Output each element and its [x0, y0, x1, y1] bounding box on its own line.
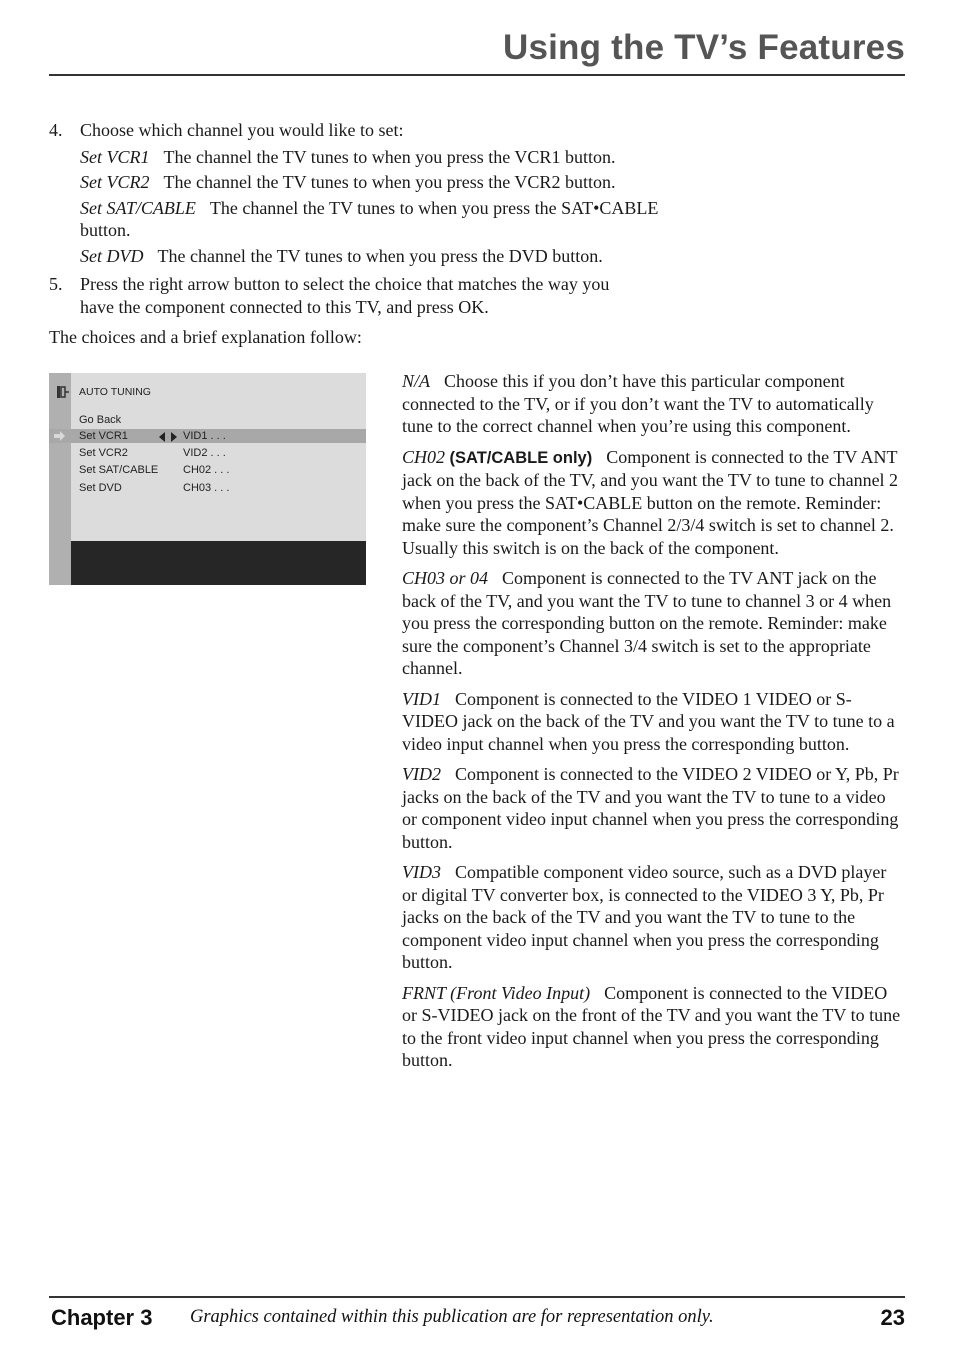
step-text-line: have the component connected to this TV, and press OK.	[80, 296, 489, 317]
menu-help-area	[71, 541, 366, 585]
step-number: 4.	[49, 120, 63, 140]
choice-term: VID2	[402, 764, 441, 784]
page-number: 23	[880, 1305, 905, 1330]
step-4	[49, 119, 749, 267]
choice-frnt	[402, 982, 904, 1072]
choice-term: N/A	[402, 371, 431, 391]
footer-rule	[49, 1296, 905, 1298]
description: The channel the TV tunes to when you press the DVD button.	[157, 245, 603, 266]
menu-row-label: Set DVD	[79, 482, 122, 494]
choice-text: Component is connected to the TV ANT jack on the back of the TV, and you want the TV to tune to channel 3 or 4 when you press the corresponding button on the remote. Reminder: make sure the component’s Channel 3/4 switch is set to the appropriate channel.	[402, 568, 892, 678]
page-title: Using the TV’s Features	[502, 28, 905, 67]
left-right-arrows-icon	[159, 432, 177, 442]
menu-row-label: Set SAT/CABLE	[79, 464, 159, 476]
input-icon	[55, 384, 69, 400]
choice-vid3	[402, 861, 904, 974]
step-text-line: Press the right arrow button to select the choice that matches the way you	[80, 274, 610, 294]
choice-text: Component is connected to the VIDEO or S-VIDEO jack on the front of the TV and you want the TV to tune to the front video input channel when you press the corresponding button.	[402, 982, 901, 1070]
pointer-arrow-icon	[54, 431, 66, 441]
menu-go-back: Go Back	[79, 414, 122, 426]
choices-list	[402, 370, 904, 1080]
description: The channel the TV tunes to when you press the VCR1 button.	[163, 146, 616, 167]
choices-intro: The choices and a brief explanation follow:	[49, 327, 362, 347]
footer-chapter: Chapter 3	[51, 1305, 153, 1330]
choice-qualifier: (SAT/CABLE only)	[449, 448, 593, 467]
description-cont: button.	[80, 220, 131, 240]
menu-title: AUTO TUNING	[79, 386, 151, 398]
menu-side-strip	[49, 373, 71, 585]
step-number: 5.	[49, 274, 63, 294]
menu-row-value: VID2 . . .	[183, 447, 226, 459]
choice-text: Choose this if you don’t have this particular component connected to the TV, or if you don’t want the TV to automatically tune to the correct channel when you’re using this component.	[402, 371, 874, 436]
choice-term: FRNT (Front Video Input)	[402, 982, 591, 1003]
setting-vcr1	[80, 146, 749, 169]
term: Set VCR1	[80, 146, 150, 167]
term: Set SAT/CABLE	[80, 197, 196, 218]
term: Set DVD	[80, 245, 144, 266]
choice-na	[402, 370, 904, 438]
step-5	[49, 273, 749, 318]
setting-vcr2	[80, 171, 749, 194]
footer-disclaimer: Graphics contained within this publication are for representation only.	[190, 1307, 714, 1327]
setting-sat-cable	[80, 197, 749, 220]
choice-term: VID1	[402, 688, 441, 709]
choice-vid1	[402, 688, 904, 756]
menu-row-value: CH03 . . .	[183, 482, 230, 494]
choice-term: CH02	[402, 446, 446, 467]
menu-row-value: VID1 . . .	[183, 430, 226, 442]
description: The channel the TV tunes to when you press the SAT•CABLE	[209, 197, 659, 218]
header-rule	[49, 74, 905, 76]
choice-ch02	[402, 446, 904, 560]
choice-ch03-04	[402, 567, 904, 680]
choice-vid2	[402, 763, 904, 853]
choice-text: Compatible component video source, such as a DVD player or digital TV converter box, is connected to the VIDEO 3 Y, Pb, Pr jacks on the back of the TV and you want the TV to tune to the component video input channel when you press the corresponding button.	[402, 862, 887, 972]
choice-text: Component is connected to the VIDEO 2 VIDEO or Y, Pb, Pr jacks on the back of the TV and you want the TV to tune to a video or component video input channel when you press the corresponding button.	[402, 764, 899, 852]
choice-term: VID3	[402, 862, 441, 882]
menu-row-label: Set VCR1	[79, 430, 128, 442]
step-text: Choose which channel you would like to set:	[80, 120, 404, 140]
menu-row-label: Set VCR2	[79, 447, 128, 459]
description: The channel the TV tunes to when you press the VCR2 button.	[163, 172, 616, 192]
auto-tuning-menu-screenshot	[49, 373, 366, 585]
choice-text: Component is connected to the VIDEO 1 VIDEO or S-VIDEO jack on the back of the TV and you want the TV to tune to a video input channel when you press the corresponding button.	[402, 688, 895, 754]
setting-dvd	[80, 245, 749, 268]
choice-text: Component is connected to the TV ANT jack on the back of the TV, and you want the TV to tune to channel 2 when you press the SAT•CABLE button on the remote. Reminder: make sure the component’s Channel 2/3/4 switch is set to channel 2. Usually this switch is on the back of the component.	[402, 446, 899, 558]
term: Set VCR2	[80, 172, 150, 192]
menu-row-value: CH02 . . .	[183, 464, 230, 476]
choice-term: CH03 or 04	[402, 568, 489, 588]
